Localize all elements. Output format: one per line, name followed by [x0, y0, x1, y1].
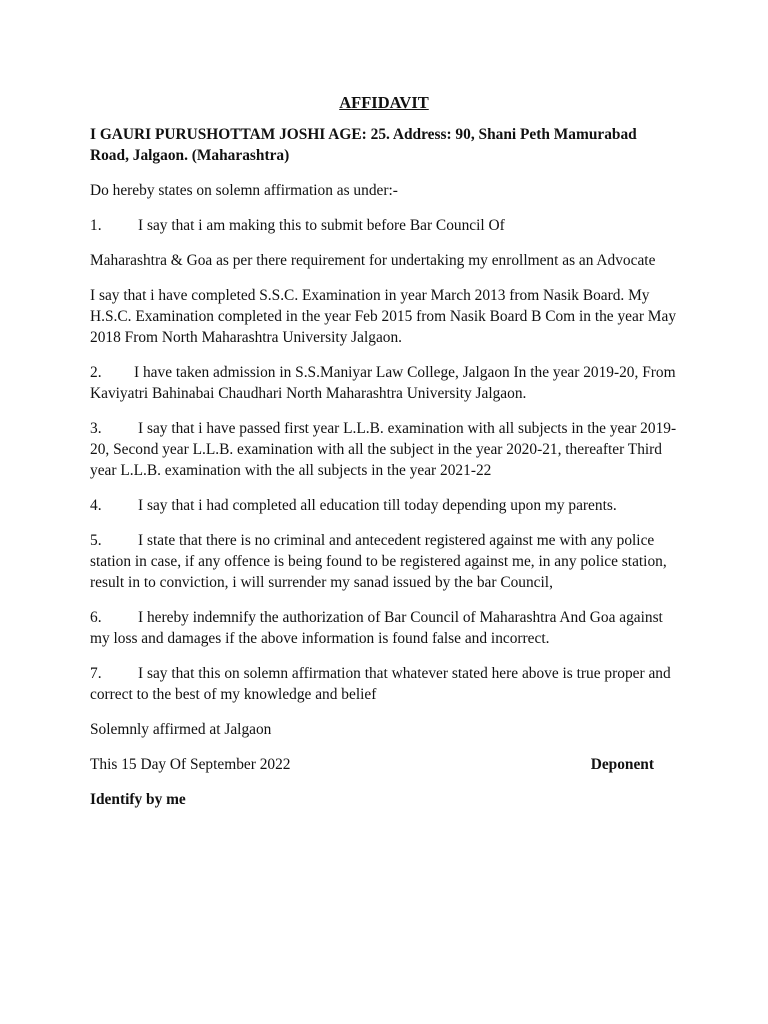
affirmed-at: Solemnly affirmed at Jalgaon — [90, 721, 272, 738]
intro-paragraph: I GAURI PURUSHOTTAM JOSHI AGE: 25. Address: 90, Shani Peth Mamurabad Road, Jalgaon. (Maharashtra) — [90, 126, 637, 164]
item-6 — [90, 607, 678, 649]
item-4 — [90, 495, 678, 516]
item-text: I hereby indemnify the authorization of Bar Council of Maharashtra And Goa against my loss and damages if the above information is found false and incorrect. — [90, 609, 663, 647]
item-text: I state that there is no criminal and antecedent registered against me with any police station in case, if any offence is being found to be registered against me, in any police station, result in to conviction, i will surrender my sanad issued by the bar Council, — [90, 532, 667, 591]
affirmation-date: This 15 Day Of September 2022 — [90, 756, 291, 773]
item-number: 7. — [90, 665, 102, 682]
item-1-continued: Maharashtra & Goa as per there requirement for undertaking my enrollment as an Advocate — [90, 252, 656, 269]
education-paragraph: I say that i have completed S.S.C. Examination in year March 2013 from Nasik Board. My H.S.C. Examination completed in the year Feb 2015 from Nasik Board B Com in the year May 2018 From North Maharashtra University Jalgaon. — [90, 287, 677, 346]
affidavit-body — [90, 92, 678, 824]
item-number: 3. — [90, 420, 102, 437]
item-text: I say that i had completed all education till today depending upon my parents. — [138, 497, 617, 514]
deponent-label: Deponent — [590, 756, 654, 773]
document-title: AFFIDAVIT — [339, 93, 429, 112]
item-text: I have taken admission in S.S.Maniyar Law College, Jalgaon In the year 2019-20, From Kaviyatri Bahinabai Chaudhari North Maharashtra University Jalgaon. — [90, 364, 676, 402]
declaration-paragraph: Do hereby states on solemn affirmation as under:- — [90, 182, 398, 199]
item-text: I say that i have passed first year L.L.B. examination with all subjects in the year 2019-20, Second year L.L.B. examination with all the subject in the year 2020-21, thereafter Third year L.L.B. examination with the all subjects in the year 2021-22 — [90, 420, 677, 479]
signature-line — [90, 754, 678, 775]
item-number: 1. — [90, 217, 102, 234]
identify-by-me: Identify by me — [90, 791, 186, 808]
item-number: 6. — [90, 609, 102, 626]
item-7 — [90, 663, 678, 705]
item-number: 5. — [90, 532, 102, 549]
item-3 — [90, 418, 678, 481]
item-number: 2. — [90, 364, 102, 381]
item-text: I say that i am making this to submit before Bar Council Of — [138, 217, 505, 234]
item-text: I say that this on solemn affirmation that whatever stated here above is true proper and correct to the best of my knowledge and belief — [90, 665, 671, 703]
item-1 — [90, 215, 678, 236]
item-2 — [90, 362, 678, 404]
item-5 — [90, 530, 678, 593]
item-number: 4. — [90, 497, 102, 514]
